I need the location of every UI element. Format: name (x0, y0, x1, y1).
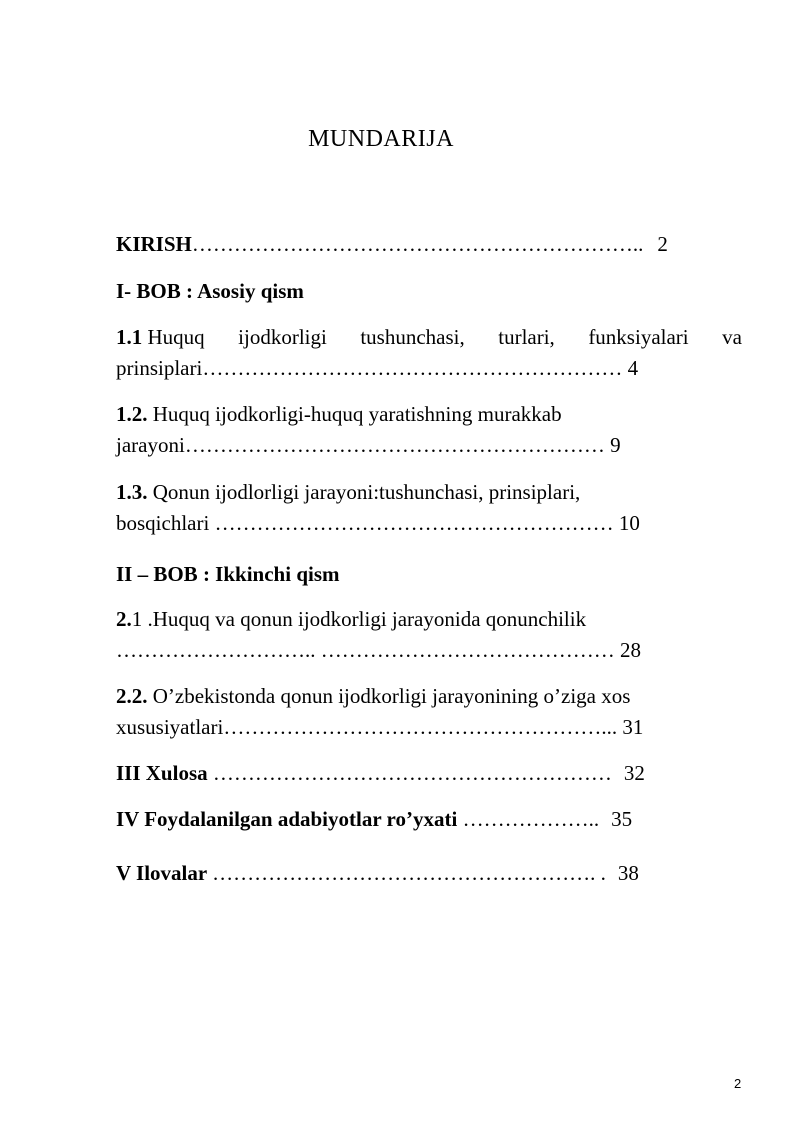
toc-entry-number: 2. (116, 607, 132, 631)
toc-entry-2-2-cont[interactable] (116, 715, 643, 739)
toc-page-number: 9 (610, 433, 621, 457)
toc-entry-2-2[interactable] (116, 684, 630, 708)
toc-entry-kirish[interactable] (116, 232, 668, 256)
toc-entry-text: Huquq ijodkorligi-huquq yaratishning murakkab (147, 402, 562, 426)
toc-entry-word: turlari, (498, 325, 555, 349)
toc-entry-number: 2.2. (116, 684, 148, 708)
toc-entry-1-3[interactable] (116, 480, 580, 504)
toc-leader-dots: ………………………………………………… (214, 511, 614, 535)
toc-page-number: 31 (622, 715, 644, 739)
toc-leader-dots: ………………………………………………… (212, 761, 612, 785)
toc-entry-word: funksiyalari (588, 325, 689, 349)
toc-entry-xulosa[interactable] (116, 761, 645, 785)
toc-page-number: 32 (623, 761, 645, 785)
toc-entry-word: tushunchasi, (360, 325, 465, 349)
page-title: MUNDARIJA (308, 126, 454, 152)
toc-leader-dots: ………………………………………………. . (212, 861, 606, 885)
toc-entry-label: III Xulosa (116, 761, 213, 785)
toc-entry-text: 1 .Huquq va qonun ijodkorligi jarayonida qonunchilik (131, 607, 587, 631)
toc-entry-2-1-cont[interactable] (116, 638, 641, 662)
toc-page-number: 28 (620, 638, 641, 662)
toc-page-number: 2 (657, 232, 668, 256)
toc-entry-number: 1.3. (116, 480, 148, 504)
toc-entry-1-1-cont[interactable] (116, 356, 638, 380)
toc-entry-text: prinsiplari (116, 356, 203, 380)
toc-chapter-2-heading[interactable]: II – BOB : Ikkinchi qism (116, 562, 340, 586)
toc-entry-foydalanilgan-adabiyotlar[interactable] (116, 807, 632, 831)
toc-entry-word: ijodkorligi (238, 325, 327, 349)
toc-entry-1-2-cont[interactable] (116, 433, 621, 457)
toc-entry-text: O’zbekistonda qonun ijodkorligi jarayonining o’ziga xos (147, 684, 631, 708)
toc-page-number: 35 (611, 807, 633, 831)
toc-page-number: 38 (617, 861, 639, 885)
toc-leader-dots: ……………….. (462, 807, 600, 831)
toc-entry-word: va (722, 325, 742, 349)
toc-leader-dots: ………………………………………………... (223, 715, 618, 739)
toc-leader-dots: …………………………………………………… (184, 433, 605, 457)
toc-entry-number: 1.1 (116, 325, 143, 349)
toc-entry-label: KIRISH (116, 232, 192, 256)
toc-leader-dots: ……………………………………………………….. (191, 232, 644, 256)
toc-leader-dots: …………………………………………………… (202, 356, 623, 380)
toc-entry-label: V Ilovalar (116, 861, 213, 885)
toc-leader-dots: ……………………….. …………………………………… (116, 638, 615, 662)
toc-entry-1-2[interactable] (116, 402, 562, 426)
toc-entry-label: IV Foydalanilgan adabiyotlar ro’yxati (116, 807, 463, 831)
toc-entry-1-3-cont[interactable] (116, 511, 640, 535)
toc-entry-2-1[interactable] (116, 607, 586, 631)
toc-entry-number: 1.2. (116, 402, 148, 426)
toc-entry-1-1[interactable] (116, 325, 742, 349)
toc-chapter-1-heading[interactable]: I- BOB : Asosiy qism (116, 279, 304, 303)
toc-entry-text: bosqichlari (116, 511, 215, 535)
page-number: 2 (734, 1076, 742, 1091)
toc-page-number: 10 (618, 511, 640, 535)
toc-entry-ilovalar[interactable] (116, 861, 639, 885)
toc-entry-text: Qonun ijodlorligi jarayoni:tushunchasi, prinsiplari, (147, 480, 581, 504)
toc-entry-text: xususiyatlari (116, 715, 224, 739)
toc-entry-text: jarayoni (116, 433, 185, 457)
toc-page-number: 4 (627, 356, 639, 380)
toc-entry-word: Huquq (147, 325, 205, 349)
